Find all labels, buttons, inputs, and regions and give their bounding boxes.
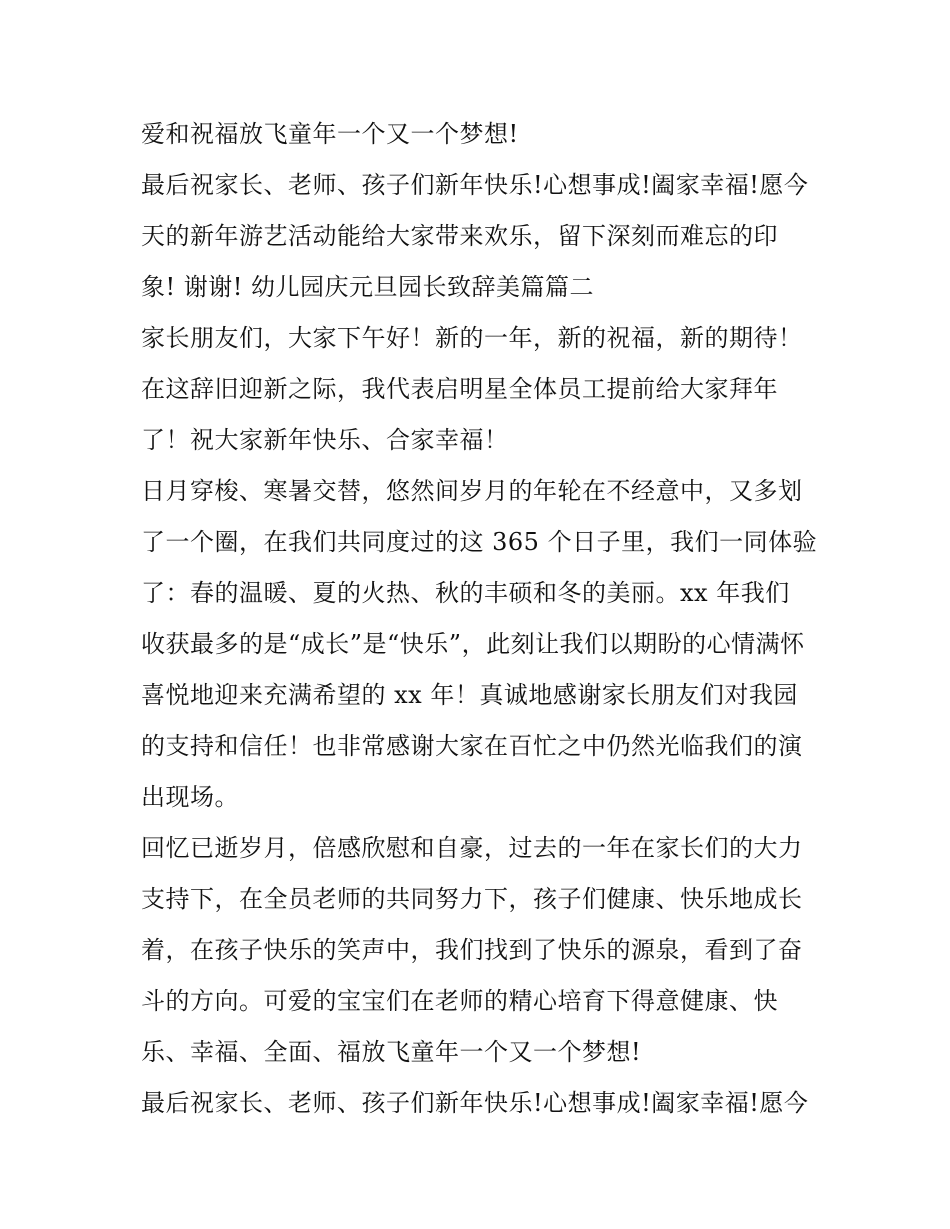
text-line: 着，在孩子快乐的笑声中，我们找到了快乐的源泉，看到了奋 [141,936,803,964]
text-line: 出现场。 [141,783,239,811]
text-line: 乐、幸福、全面、福放飞童年一个又一个梦想! [141,1038,642,1066]
text-line: 天的新年游艺活动能给大家带来欢乐，留下深刻而难忘的印 [141,222,778,250]
text-line: 了一个圈，在我们共同度过的这 365 个日子里，我们一同体验 [141,528,818,556]
text-line: 支持下，在全员老师的共同努力下，孩子们健康、快乐地成长 [141,885,803,913]
text-line: 斗的方向。可爱的宝宝们在老师的精心培育下得意健康、快 [141,987,778,1015]
text-line: 在这辞旧迎新之际，我代表启明星全体员工提前给大家拜年 [141,375,778,403]
text-line: 爱和祝福放飞童年一个又一个梦想! [141,120,519,148]
text-line: 了！祝大家新年快乐、合家幸福！ [141,426,509,454]
text-line: 了：春的温暖、夏的火热、秋的丰硕和冬的美丽。xx 年我们 [141,579,790,607]
text-line: 象! 谢谢! 幼儿园庆元旦园长致辞美篇篇二 [141,273,595,301]
text-line: 家长朋友们，大家下午好！新的一年，新的祝福，新的期待！ [141,324,803,352]
text-line: 日月穿梭、寒暑交替，悠然间岁月的年轮在不经意中，又多划 [141,477,803,505]
body-text [141,109,821,1129]
text-line: 收获最多的是“成长”是“快乐”，此刻让我们以期盼的心情满怀 [141,630,805,658]
text-line: 最后祝家长、老师、孩子们新年快乐!心想事成!阖家幸福!愿今 [141,1089,809,1117]
text-line: 最后祝家长、老师、孩子们新年快乐!心想事成!阖家幸福!愿今 [141,171,809,199]
text-line: 回忆已逝岁月，倍感欣慰和自豪，过去的一年在家长们的大力 [141,834,803,862]
text-line: 的支持和信任！也非常感谢大家在百忙之中仍然光临我们的演 [141,732,803,760]
text-line: 喜悦地迎来充满希望的 xx 年！真诚地感谢家长朋友们对我园 [141,681,798,709]
